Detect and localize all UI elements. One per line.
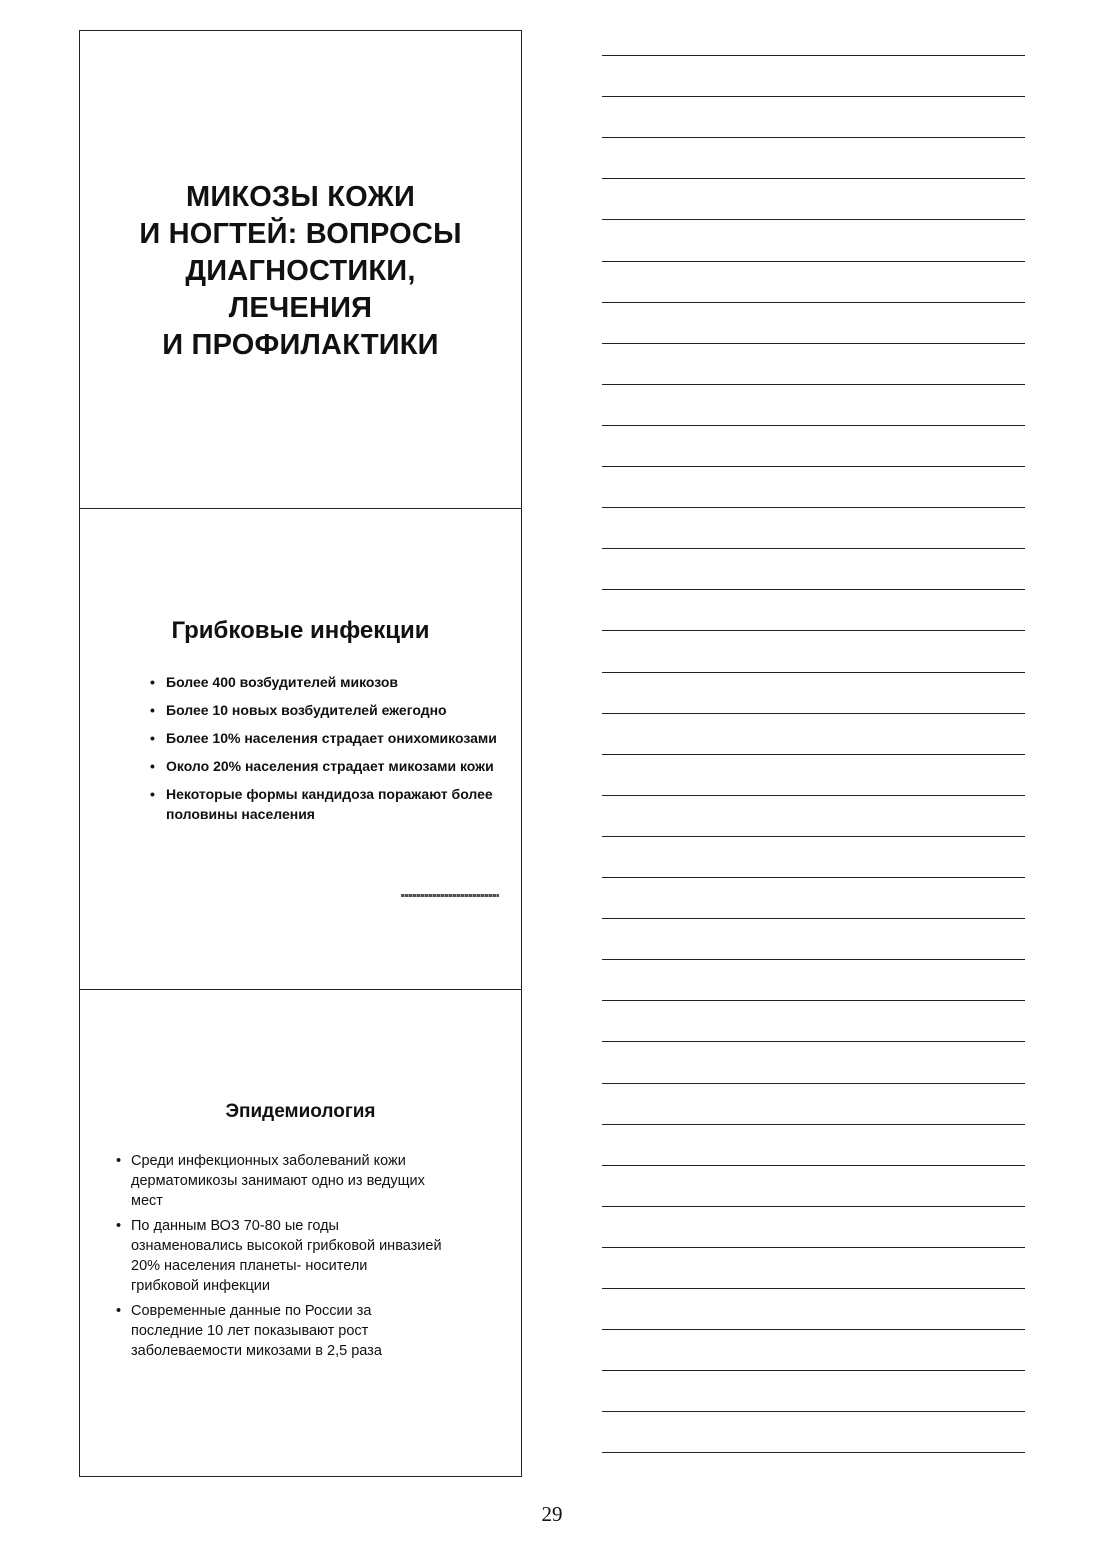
slide-heading: Грибковые инфекции — [171, 617, 430, 644]
note-line — [602, 261, 1025, 262]
note-line — [602, 1041, 1025, 1042]
notes-lines — [602, 55, 1025, 1465]
list-item-text: Более 400 возбудителей микозов — [166, 674, 399, 690]
note-line — [602, 754, 1025, 755]
title-line: ДИАГНОСТИКИ, — [185, 255, 416, 287]
slides-column — [79, 30, 522, 1477]
note-line — [602, 96, 1025, 97]
note-line — [602, 55, 1025, 56]
note-line — [602, 1329, 1025, 1330]
page-number: 29 — [541, 1502, 563, 1526]
note-line — [602, 589, 1025, 590]
note-line — [602, 178, 1025, 179]
bullet-list — [150, 672, 510, 832]
bullet-icon: • — [150, 758, 155, 774]
note-line — [602, 1288, 1025, 1289]
presentation-title — [80, 179, 521, 364]
list-item-text: Около 20% населения страдает микозами кожи — [166, 758, 494, 774]
list-item-text: Современные данные по России за последние 10 лет показывают рост заболеваемости микозами в 2,5 раза — [131, 1303, 382, 1359]
list-item — [150, 728, 510, 748]
bullet-list — [116, 1151, 496, 1366]
note-line — [602, 1124, 1025, 1125]
note-line — [602, 137, 1025, 138]
list-item-text: Среди инфекционных заболеваний кожи дерматомикозы занимают одно из ведущих мест — [131, 1153, 425, 1209]
title-line: МИКОЗЫ КОЖИ — [185, 181, 415, 213]
list-item — [116, 1301, 496, 1361]
title-line: И НОГТЕЙ: ВОПРОСЫ — [139, 218, 462, 250]
list-item — [150, 784, 510, 824]
title-line: ЛЕЧЕНИЯ — [228, 292, 373, 324]
bullet-icon: • — [150, 674, 155, 690]
list-item-text: Некоторые формы кандидоза поражают более половины населения — [166, 786, 493, 822]
note-line — [602, 1206, 1025, 1207]
bullet-icon: • — [150, 730, 155, 746]
list-item — [150, 672, 510, 692]
note-line — [602, 1247, 1025, 1248]
note-line — [602, 219, 1025, 220]
note-line — [602, 877, 1025, 878]
bullet-icon: • — [116, 1303, 122, 1319]
list-item — [116, 1151, 496, 1211]
bullet-icon: • — [150, 786, 155, 802]
slide-fungal-infections — [80, 509, 521, 990]
note-line — [602, 343, 1025, 344]
slide-title — [80, 31, 521, 509]
bullet-icon: • — [116, 1218, 122, 1234]
note-line — [602, 302, 1025, 303]
list-item-text: Более 10% населения страдает онихомикозами — [166, 730, 497, 746]
source-citation-smudge — [401, 894, 499, 897]
note-line — [602, 713, 1025, 714]
bullet-icon: • — [116, 1153, 122, 1169]
note-line — [602, 918, 1025, 919]
note-line — [602, 507, 1025, 508]
list-item — [116, 1216, 496, 1296]
note-line — [602, 1452, 1025, 1453]
note-line — [602, 1411, 1025, 1412]
slide-heading: Эпидемиология — [225, 1101, 376, 1122]
note-line — [602, 1083, 1025, 1084]
bullet-icon: • — [150, 702, 155, 718]
note-line — [602, 672, 1025, 673]
slide-epidemiology — [80, 990, 521, 1476]
note-line — [602, 466, 1025, 467]
note-line — [602, 795, 1025, 796]
note-line — [602, 836, 1025, 837]
note-line — [602, 425, 1025, 426]
list-item-text: По данным ВОЗ 70-80 ые годы ознаменовались высокой грибковой инвазией 20% населения планеты- носители грибковой инфекции — [131, 1218, 442, 1294]
list-item — [150, 756, 510, 776]
note-line — [602, 959, 1025, 960]
note-line — [602, 1165, 1025, 1166]
note-line — [602, 630, 1025, 631]
title-line: И ПРОФИЛАКТИКИ — [162, 329, 439, 361]
list-item-text: Более 10 новых возбудителей ежегодно — [166, 702, 447, 718]
note-line — [602, 384, 1025, 385]
note-line — [602, 1000, 1025, 1001]
list-item — [150, 700, 510, 720]
note-line — [602, 548, 1025, 549]
note-line — [602, 1370, 1025, 1371]
